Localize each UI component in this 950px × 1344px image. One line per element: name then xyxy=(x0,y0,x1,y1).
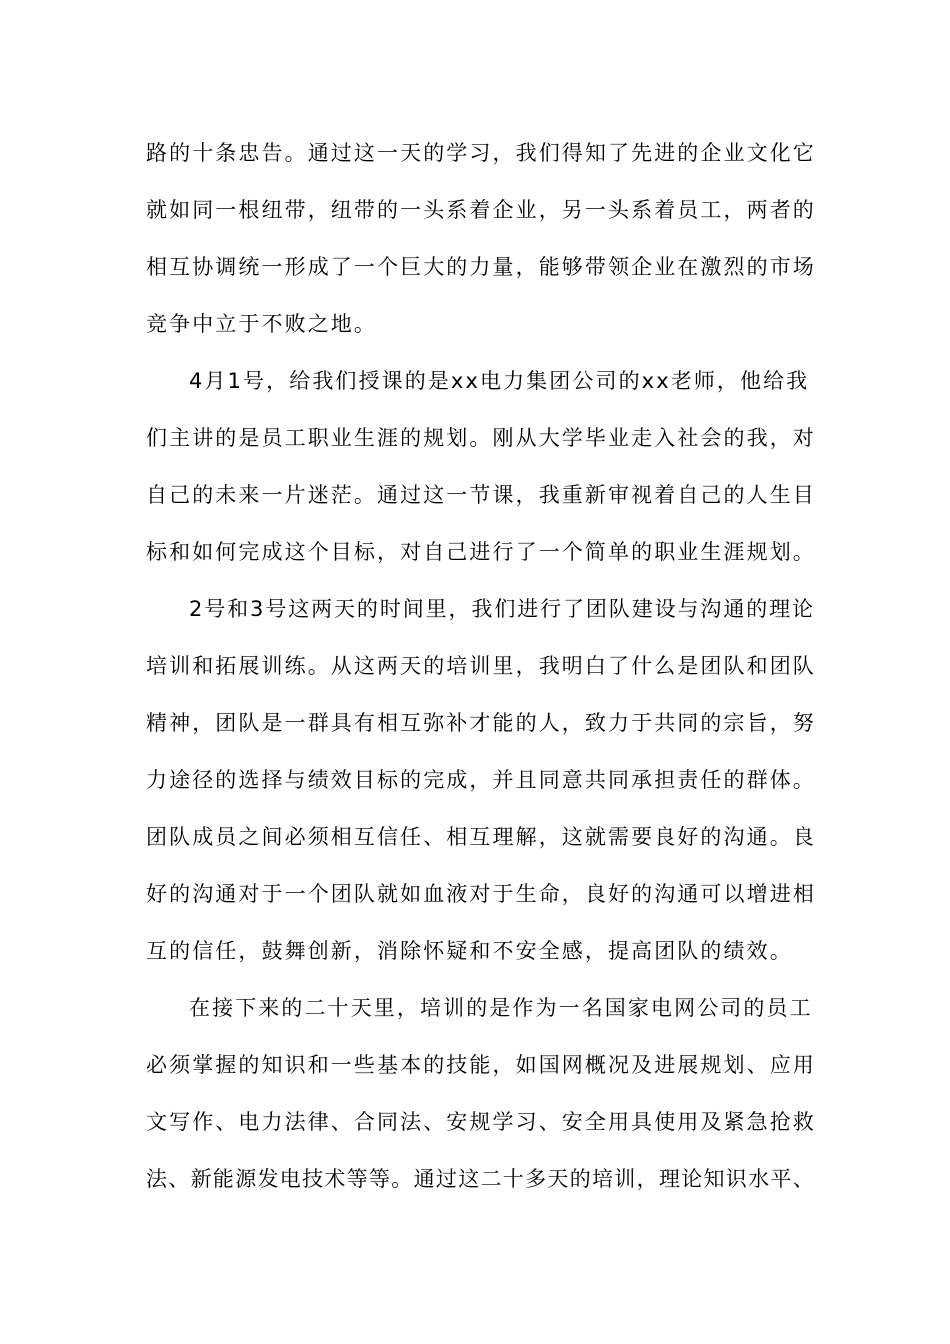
body-text-line: 竞争中立于不败之地。 xyxy=(146,312,377,336)
body-text-line: 精神，团队是一群具有相互弥补才能的人，致力于共同的宗旨，努 xyxy=(146,711,816,735)
paragraph-first-line: 4月1号，给我们授课的是xx电力集团公司的xx老师，他给我 xyxy=(189,369,810,393)
body-text-line: 必须掌握的知识和一些基本的技能，如国网概况及进展规划、应用 xyxy=(146,1053,816,1077)
body-text-line: 们主讲的是员工职业生涯的规划。刚从大学毕业走入社会的我，对 xyxy=(146,426,816,450)
body-text-line: 自己的未来一片迷茫。通过这一节课，我重新审视着自己的人生目 xyxy=(146,483,816,507)
body-text-line: 培训和拓展训练。从这两天的培训里，我明白了什么是团队和团队 xyxy=(146,654,816,678)
body-text-line: 法、新能源发电技术等等。通过这二十多天的培训，理论知识水平、 xyxy=(146,1167,815,1191)
body-text-line: 标和如何完成这个目标，对自己进行了一个简单的职业生涯规划。 xyxy=(146,540,816,564)
body-text-line: 力途径的选择与绩效目标的完成，并且同意共同承担责任的群体。 xyxy=(146,768,816,792)
body-text-line: 团队成员之间必须相互信任、相互理解，这就需要良好的沟通。良 xyxy=(146,825,816,849)
body-text-line: 文写作、电力法律、合同法、安规学习、安全用具使用及紧急抢救 xyxy=(146,1110,816,1134)
paragraph-first-line: 2号和3号这两天的时间里，我们进行了团队建设与沟通的理论 xyxy=(189,597,815,621)
body-text-line: 互的信任，鼓舞创新，消除怀疑和不安全感，提高团队的绩效。 xyxy=(146,939,793,963)
body-text-line: 路的十条忠告。通过这一天的学习，我们得知了先进的企业文化它 xyxy=(146,141,816,165)
body-text-line: 就如同一根纽带，纽带的一头系着企业，另一头系着员工，两者的 xyxy=(146,198,816,222)
paragraph-first-line: 在接下来的二十天里，培训的是作为一名国家电网公司的员工 xyxy=(189,996,813,1020)
body-text-line: 相互协调统一形成了一个巨大的力量，能够带领企业在激烈的市场 xyxy=(146,255,816,279)
body-text-line: 好的沟通对于一个团队就如血液对于生命，良好的沟通可以增进相 xyxy=(146,882,816,906)
